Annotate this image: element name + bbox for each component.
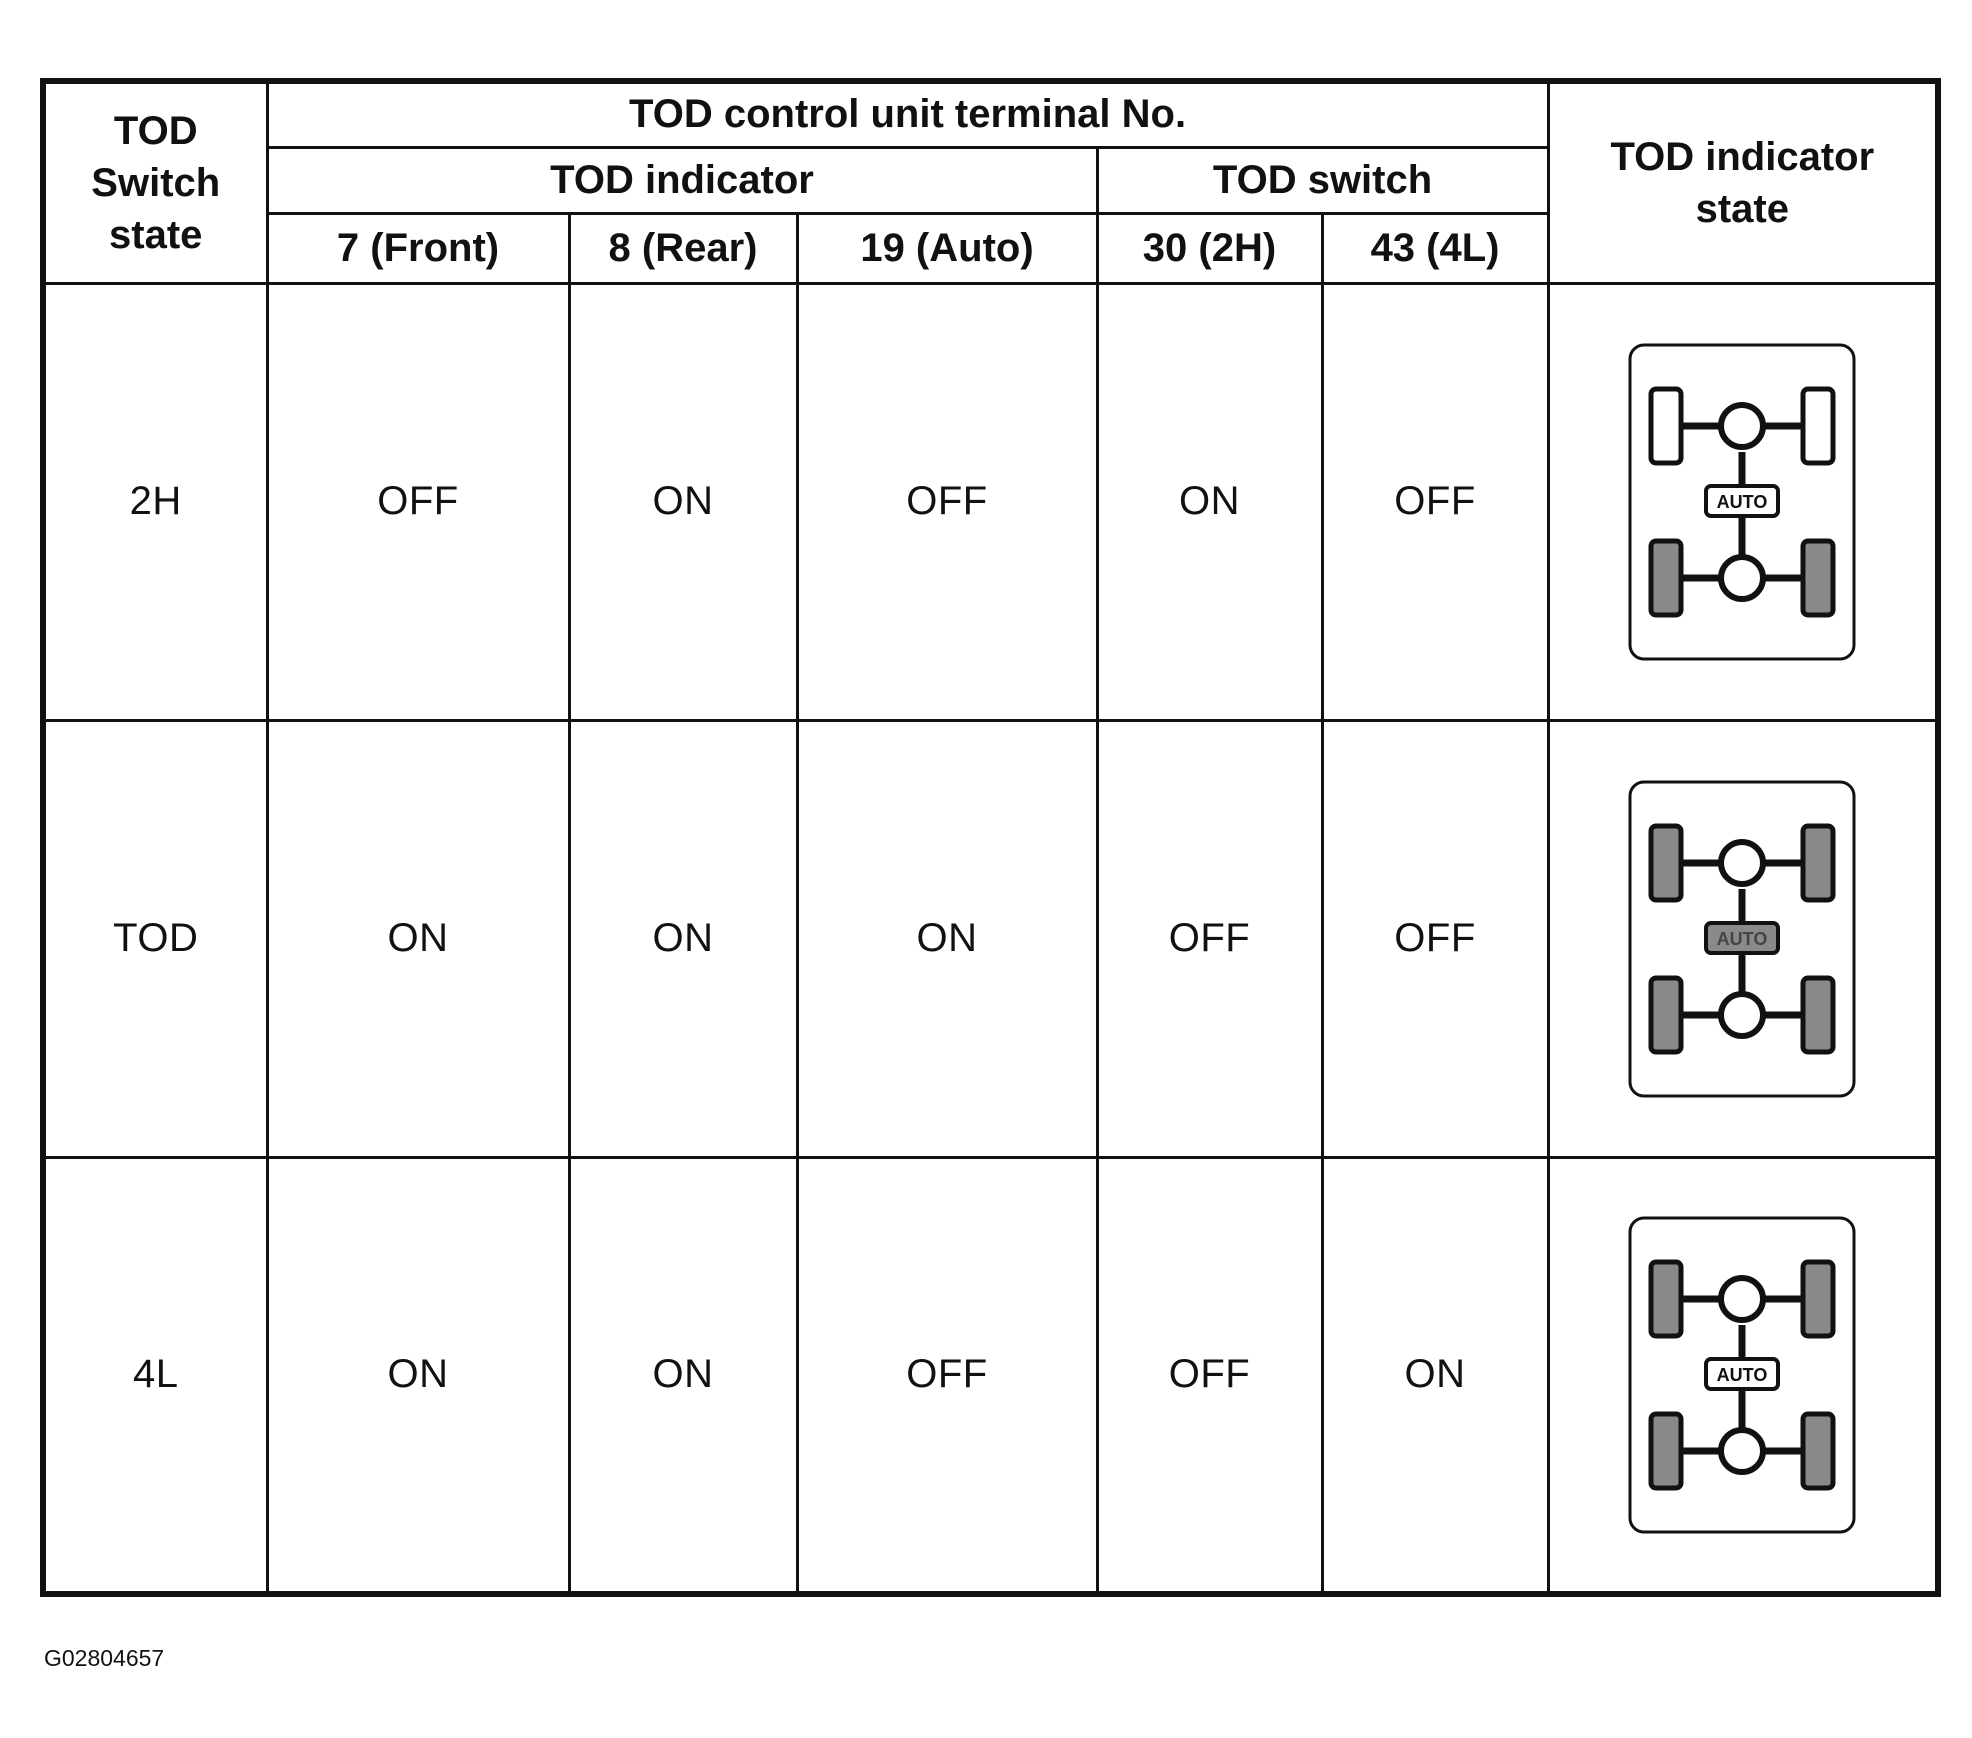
header-indicator-state-line1: TOD indicator [1610, 134, 1875, 179]
rear-left-wheel [1651, 978, 1681, 1052]
rear-left-wheel [1651, 1414, 1681, 1488]
row-value-4l: OFF [1322, 283, 1548, 720]
row-state: TOD [43, 720, 267, 1157]
row-value-auto: OFF [797, 1157, 1097, 1594]
front-right-wheel [1803, 826, 1833, 900]
rear-differential [1721, 1430, 1763, 1472]
header-indicator-state [1548, 81, 1938, 283]
header-indicator-state-line2: state [1695, 186, 1789, 231]
header-switch-state-line3: state [109, 212, 203, 257]
row-value-rear: ON [569, 283, 797, 720]
table-row [43, 1157, 1938, 1594]
row-value-front: ON [267, 1157, 569, 1594]
drivetrain-indicator-icon [1627, 342, 1857, 662]
auto-badge-text: AUTO [1716, 491, 1768, 512]
header-indicator-group: TOD indicator [267, 147, 1097, 213]
front-left-wheel [1651, 826, 1681, 900]
indicator-cell [1548, 720, 1938, 1157]
header-col-4l: 43 (4L) [1322, 213, 1548, 283]
rear-right-wheel [1803, 978, 1833, 1052]
auto-badge-text: AUTO [1716, 928, 1768, 949]
header-col-rear: 8 (Rear) [569, 213, 797, 283]
auto-badge-text: AUTO [1716, 1364, 1768, 1385]
tod-table-container [40, 78, 1935, 1593]
row-value-4l: OFF [1322, 720, 1548, 1157]
row-value-2h: OFF [1097, 720, 1322, 1157]
row-value-rear: ON [569, 1157, 797, 1594]
front-differential [1721, 1278, 1763, 1320]
row-value-2h: ON [1097, 283, 1322, 720]
rear-right-wheel [1803, 1414, 1833, 1488]
row-value-front: OFF [267, 283, 569, 720]
row-value-4l: ON [1322, 1157, 1548, 1594]
table-row [43, 720, 1938, 1157]
header-col-2h: 30 (2H) [1097, 213, 1322, 283]
front-left-wheel [1651, 1262, 1681, 1336]
front-right-wheel [1803, 1262, 1833, 1336]
front-differential [1721, 842, 1763, 884]
indicator-cell [1548, 1157, 1938, 1594]
header-col-front: 7 (Front) [267, 213, 569, 283]
rear-right-wheel [1803, 541, 1833, 615]
table-row [43, 283, 1938, 720]
front-left-wheel [1651, 389, 1681, 463]
header-col-auto: 19 (Auto) [797, 213, 1097, 283]
row-state: 4L [43, 1157, 267, 1594]
header-terminal-group: TOD control unit terminal No. [267, 81, 1548, 147]
drivetrain-indicator-icon [1627, 1215, 1857, 1535]
row-value-front: ON [267, 720, 569, 1157]
row-value-auto: OFF [797, 283, 1097, 720]
rear-differential [1721, 557, 1763, 599]
header-switch-group: TOD switch [1097, 147, 1548, 213]
front-right-wheel [1803, 389, 1833, 463]
row-state: 2H [43, 283, 267, 720]
row-value-auto: ON [797, 720, 1097, 1157]
row-value-2h: OFF [1097, 1157, 1322, 1594]
rear-differential [1721, 994, 1763, 1036]
header-switch-state-line2: Switch [91, 160, 221, 205]
header-switch-state-line1: TOD [113, 108, 198, 153]
header-switch-state [43, 81, 267, 283]
figure-id: G02804657 [44, 1645, 165, 1671]
tod-status-table [40, 78, 1941, 1597]
drivetrain-indicator-icon [1627, 779, 1857, 1099]
row-value-rear: ON [569, 720, 797, 1157]
rear-left-wheel [1651, 541, 1681, 615]
indicator-cell [1548, 283, 1938, 720]
front-differential [1721, 405, 1763, 447]
